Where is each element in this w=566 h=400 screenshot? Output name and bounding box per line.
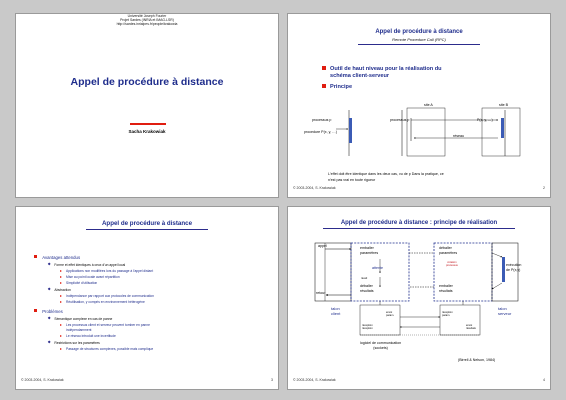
slide-4-principe-realisation[interactable] xyxy=(287,206,551,390)
slide-1-heading: Appel de procédure à distance xyxy=(70,76,224,88)
sub-reutilisation-label: Réutilisation, y compris en environnement hétérogène xyxy=(66,300,145,304)
slide-3-heading: Appel de procédure à distance xyxy=(101,220,193,227)
footer-page-number: 2 xyxy=(543,186,545,190)
bullet-square-icon xyxy=(34,255,37,258)
section-problemes xyxy=(34,309,63,314)
sub-applications xyxy=(60,269,153,273)
sub-applications-label: Applications non modifiées lors du passage à l'appel distant xyxy=(66,269,154,273)
sub-mise-au-point-label: Mise au point locale avant répartition xyxy=(66,275,120,279)
rpc-realisation-diagram xyxy=(288,207,551,390)
bullet-outil-line-2: schéma client-serveur xyxy=(330,73,390,79)
local-proc-bar xyxy=(349,118,352,143)
slide-footer xyxy=(293,378,545,385)
label-emballer-params: emballer paramètres xyxy=(360,246,379,255)
label-creation-processus: création processus xyxy=(446,261,458,268)
sub-passage-structures xyxy=(60,347,153,351)
slide-2-heading: Appel de procédure à distance xyxy=(375,29,463,35)
sub-independance xyxy=(60,294,154,298)
label-deballer-results: déballer résultats xyxy=(360,284,374,293)
bullet-diamond-icon xyxy=(48,288,51,291)
sub-reutilisation xyxy=(60,300,145,304)
item-restrictions xyxy=(48,341,100,345)
label-talon-serveur: talon serveur xyxy=(498,306,512,316)
bullet-triangle-icon xyxy=(60,324,62,326)
red-divider xyxy=(130,123,166,125)
slide-3-avantages[interactable] xyxy=(15,206,279,390)
label-appel: appel xyxy=(318,244,327,248)
item-forme-effet xyxy=(48,263,125,267)
footer-copyright: © 2003-2004, S. Krakowiak xyxy=(21,378,64,382)
section-avantages-label: Avantages attendus xyxy=(42,255,81,260)
bullet-diamond-icon xyxy=(48,341,51,344)
diag-procedure-call: procedure P(x, y, …) xyxy=(304,130,337,134)
section-problemes-label: Problèmes xyxy=(42,309,63,314)
sub-processus-panne-label: Les processus client et serveur peuvent tomber en panne xyxy=(66,323,150,327)
bullet-diamond-icon xyxy=(48,317,51,320)
bullet-triangle-icon xyxy=(60,335,62,337)
footer-page-number: 3 xyxy=(271,378,273,382)
label-envoi-client: envoi param. xyxy=(386,311,395,318)
diag-site-b: site B xyxy=(499,103,508,107)
label-reception-server: réception param. xyxy=(442,311,453,318)
site-a-box xyxy=(407,108,445,156)
author-name: Sacha Krakowiak xyxy=(128,129,166,134)
exec-bar xyxy=(502,257,505,282)
bullet-triangle-icon xyxy=(60,295,62,297)
slide-footer xyxy=(21,378,273,385)
diag-processus-local: processus p xyxy=(312,118,332,122)
bullet-diamond-icon xyxy=(48,263,51,266)
footer-copyright: © 2003-2004, S. Krakowiak xyxy=(293,186,336,190)
sub-processus-panne xyxy=(60,323,150,327)
section-avantages xyxy=(34,255,80,260)
label-execution: exécution de P(x,y) xyxy=(506,263,522,272)
label-citation: (Birrell & Nelson, 1984) xyxy=(458,358,496,362)
bullet-square-icon xyxy=(34,309,37,312)
item-semantique-label: Sémantique complexe en cas de panne xyxy=(54,317,113,321)
diag-reseau: réseau xyxy=(453,134,464,138)
bullet-outil-line-1: Outil de haut niveau pour la réalisation du xyxy=(330,66,442,72)
diag-processus-remote: processus p xyxy=(390,118,410,122)
sub-independamment: indépendamment xyxy=(66,328,92,332)
slide-1-title[interactable] xyxy=(15,13,279,198)
label-logiciel-comm: logiciel de communication (sockets) xyxy=(360,341,402,350)
label-reception-client: réception réception xyxy=(362,324,373,331)
label-emballer-results: emballer résultats xyxy=(439,284,453,293)
diag-site-a: site A xyxy=(424,103,433,107)
bullet-triangle-icon xyxy=(60,276,62,278)
note-line-2: n'est pas vrai en toute rigueur xyxy=(328,178,376,182)
footer-copyright: © 2003-2004, S. Krakowiak xyxy=(293,378,336,382)
sub-simplicite xyxy=(60,281,97,285)
sub-simplicite-label: Simplicité d'utilisation xyxy=(66,281,98,285)
slide-2-rpc[interactable] xyxy=(287,13,551,198)
remote-proc-bar xyxy=(501,118,504,138)
label-talon-client: talon client xyxy=(331,306,341,316)
label-envoi-server: envoi résultats xyxy=(466,324,476,331)
item-restrictions-label: Restrictions sur les paramètres xyxy=(54,341,100,345)
sub-passage-structures-label: Passage de structures complexes, possible mais complique xyxy=(66,347,154,351)
sub-mise-au-point xyxy=(60,275,120,279)
note-line-1: L'effet doit être identique dans les deux cas, vu de p Dans la pratique, ce xyxy=(328,172,444,176)
affiliation-1: Université Joseph Fourier xyxy=(127,14,167,18)
bullet-principe-label: Principe xyxy=(330,84,353,90)
bullet-triangle-icon xyxy=(60,282,62,284)
label-retour: retour xyxy=(316,291,326,295)
sub-reseau-incertitude-label: Le réseau introduit une incertitude xyxy=(66,334,116,338)
label-attente: attente xyxy=(372,266,383,270)
affiliation-2: Projet Sardes (INRIA et IMAG-LSR) xyxy=(120,18,174,22)
sub-independance-label: Indépendance par rapport aux protocoles de communication xyxy=(66,294,154,298)
slide-4-heading: Appel de procédure à distance : principe de réalisation xyxy=(340,220,498,226)
author-url[interactable]: http://sardes.inrialpes.fr/people/krakowia xyxy=(116,22,178,26)
title-rule xyxy=(86,229,208,230)
bullet-triangle-icon xyxy=(60,301,62,303)
label-deballer-params: déballer paramètres xyxy=(439,246,458,255)
footer-page-number: 4 xyxy=(543,378,545,382)
bullet-triangle-icon xyxy=(60,270,62,272)
item-abstraction xyxy=(48,288,71,292)
label-reveil: réveil xyxy=(361,277,368,280)
item-abstraction-label: Abstraction xyxy=(54,288,71,292)
item-semantique xyxy=(48,317,112,321)
bullet-triangle-icon xyxy=(60,348,62,350)
slide-2-subtitle: Remote Procedure Call (RPC) xyxy=(392,37,446,42)
sub-reseau-incertitude xyxy=(60,334,116,338)
slide-footer xyxy=(293,186,545,193)
item-forme-effet-label: Forme et effet identiques à ceux d'un appel local xyxy=(54,263,126,267)
rpc-principle-diagram xyxy=(288,14,551,198)
diag-p-call-remote: P(x, y, …) xyxy=(477,118,493,122)
